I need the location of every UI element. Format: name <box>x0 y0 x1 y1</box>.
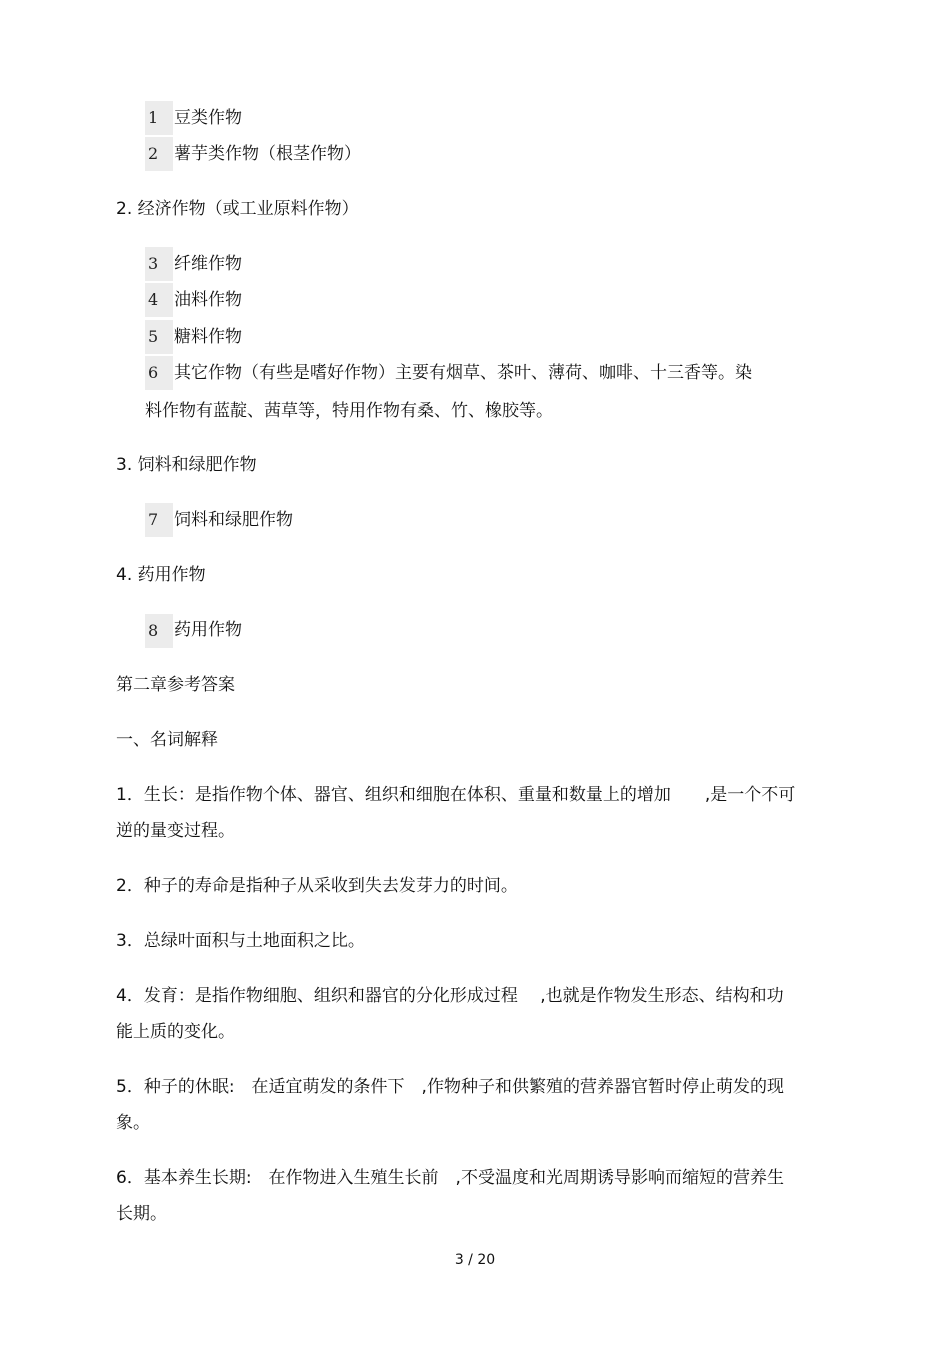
definition-text: 1．生长：是指作物个体、器官、组织和细胞在体积、重量和数量上的增加 ,是一个不可 <box>116 785 796 805</box>
item-number-box: 2 <box>145 137 173 171</box>
definition-text: 2．种子的寿命是指种子从采收到失去发芽力的时间。 <box>116 876 518 896</box>
item-number-box: 5 <box>145 320 173 354</box>
list-item-text: 饲料和绿肥作物 <box>174 510 293 530</box>
section-heading: 4. 药用作物 <box>116 565 206 585</box>
list-item-text: 油料作物 <box>174 290 242 310</box>
definition-text: 能上质的变化。 <box>116 1022 235 1042</box>
item-number-box: 6 <box>145 356 173 390</box>
list-item-text: 纤维作物 <box>174 254 242 274</box>
chapter-title: 第二章参考答案 <box>116 675 235 695</box>
definition-text: 逆的量变过程。 <box>116 821 235 841</box>
list-item-continuation: 料作物有蓝靛、茜草等，特用作物有桑、竹、橡胶等。 <box>145 401 553 421</box>
item-number-box: 7 <box>145 503 173 537</box>
definition-text: 6．基本养生长期: 在作物进入生殖生长前 ,不受温度和光周期诱导影响而缩短的营养生 <box>116 1168 784 1188</box>
item-number-box: 4 <box>145 283 173 317</box>
list-item-text: 糖料作物 <box>174 327 242 347</box>
item-number-box: 3 <box>145 247 173 281</box>
section-title: 一、名词解释 <box>116 730 218 750</box>
definition-text: 3．总绿叶面积与土地面积之比。 <box>116 931 365 951</box>
definition-text: 象。 <box>116 1113 150 1133</box>
list-item-text: 豆类作物 <box>174 108 242 128</box>
definition-text: 5．种子的休眠: 在适宜萌发的条件下 ,作物种子和供繁殖的营养器官暂时停止萌发的现 <box>116 1077 784 1097</box>
section-heading: 3. 饲料和绿肥作物 <box>116 455 257 475</box>
definition-text: 4．发育：是指作物细胞、组织和器官的分化形成过程 ,也就是作物发生形态、结构和功 <box>116 986 784 1006</box>
item-number-box: 1 <box>145 101 173 135</box>
page-number: 3 / 20 <box>454 1252 496 1268</box>
item-number-box: 8 <box>145 614 173 648</box>
list-item-text: 药用作物 <box>174 620 242 640</box>
definition-text: 长期。 <box>116 1204 167 1224</box>
section-heading: 2. 经济作物（或工业原料作物） <box>116 199 359 219</box>
list-item-text: 其它作物（有些是嗜好作物）主要有烟草、茶叶、薄荷、咖啡、十三香等。染 <box>174 363 752 383</box>
list-item-text: 薯芋类作物（根茎作物） <box>174 144 361 164</box>
